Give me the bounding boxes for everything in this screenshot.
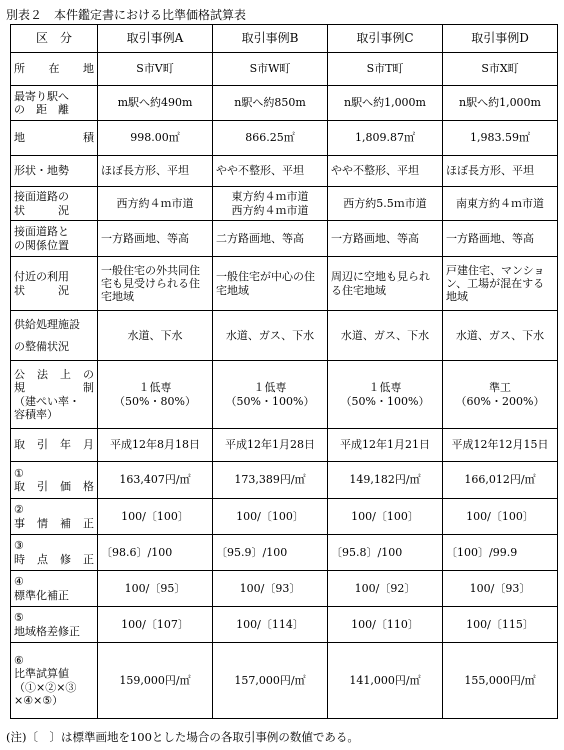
cell: 100/〔114〕 (213, 607, 328, 643)
row-label-line: 規 制 (14, 381, 94, 395)
row-label-line: 地域格差修正 (14, 624, 80, 638)
cell: ほぼ長方形、平坦 (443, 156, 558, 187)
row-label (11, 499, 98, 535)
header-col-b: 取引事例B (213, 25, 328, 53)
table-row (11, 462, 558, 499)
table-row (11, 311, 558, 361)
row-label-line: 形状・地勢 (14, 164, 69, 178)
table-row (11, 571, 558, 607)
cell: 159,000円/㎡ (98, 643, 213, 719)
cell: 998.00㎡ (98, 121, 213, 156)
header-col-c: 取引事例C (328, 25, 443, 53)
row-label (11, 156, 98, 187)
header-label: 区 分 (11, 25, 98, 53)
cell: 100/〔100〕 (328, 499, 443, 535)
cell: やや不整形、平坦 (213, 156, 328, 187)
table-row (11, 53, 558, 86)
row-label-line: 最寄り駅へ (14, 89, 69, 103)
row-label-line: （建ぺい率・ (14, 394, 80, 408)
cell: m駅へ約490m (98, 86, 213, 121)
cell: 〔95.8〕/100 (328, 535, 443, 571)
cell: 西方約5.5ｍ市道 (328, 187, 443, 221)
row-label-line: 状 況 (14, 203, 69, 217)
row-label-line: 地 積 (14, 131, 94, 145)
cell: 一方路画地、等高 (328, 221, 443, 257)
cell: 水道、ガス、下水 (443, 311, 558, 361)
cell: １低専 （50%・100%） (213, 361, 328, 429)
cell: 1,983.59㎡ (443, 121, 558, 156)
cell: 166,012円/㎡ (443, 462, 558, 499)
header-col-a: 取引事例A (98, 25, 213, 53)
row-label (11, 311, 98, 361)
table-row (11, 257, 558, 311)
cell: 100/〔100〕 (213, 499, 328, 535)
cell: 100/〔93〕 (443, 571, 558, 607)
cell: 149,182円/㎡ (328, 462, 443, 499)
table-row (11, 156, 558, 187)
row-label-line: 公 法 上 の (14, 368, 94, 382)
row-label (11, 257, 98, 311)
cell: 準工 （60%・200%） (443, 361, 558, 429)
cell: 866.25㎡ (213, 121, 328, 156)
cell: 1,809.87㎡ (328, 121, 443, 156)
table-caption: 別表２ 本件鑑定書における比準価格試算表 (6, 8, 247, 22)
row-label-line: 状 況 (14, 283, 69, 297)
row-label-line: ② (14, 503, 24, 517)
cell: 100/〔93〕 (213, 571, 328, 607)
table-row (11, 499, 558, 535)
cell: 一般住宅の外共同住宅も見受けられる住宅地域 (98, 257, 213, 311)
row-label-line: 所 在 地 (14, 62, 94, 76)
row-label (11, 361, 98, 429)
row-label-line: 取 引 価 格 (14, 480, 94, 493)
cell: 100/〔100〕 (98, 499, 213, 535)
table-note: (注)〔 〕は標準画地を100とした場合の各取引事例の数値である。 (6, 730, 359, 744)
cell: 一般住宅が中心の住宅地域 (213, 257, 328, 311)
cell: 戸建住宅、マンション、工場が混在する地域 (443, 257, 558, 311)
cell: 100/〔95〕 (98, 571, 213, 607)
cell: 水道、ガス、下水 (213, 311, 328, 361)
cell: 155,000円/㎡ (443, 643, 558, 719)
row-label-line: 事 情 補 正 (14, 516, 94, 530)
row-label-line: 容積率） (14, 407, 58, 421)
cell: １低専 （50%・80%） (98, 361, 213, 429)
cell: n駅へ約1,000m (443, 86, 558, 121)
row-label-line: 供給処理施設 (14, 318, 80, 332)
cell: 平成12年1月21日 (328, 429, 443, 462)
cell: 100/〔115〕 (443, 607, 558, 643)
row-label-line: ③ (14, 539, 24, 553)
cell: 141,000円/㎡ (328, 643, 443, 719)
cell: 157,000円/㎡ (213, 643, 328, 719)
cell: 173,389円/㎡ (213, 462, 328, 499)
cell: n駅へ約850m (213, 86, 328, 121)
cell: S市W町 (213, 53, 328, 86)
cell: 周辺に空地も見られる住宅地域 (328, 257, 443, 311)
table-row (11, 607, 558, 643)
row-label (11, 462, 98, 499)
row-label-line: 付近の利用 (14, 270, 69, 284)
cell: 〔98.6〕/100 (98, 535, 213, 571)
row-label-line: の 距 離 (14, 103, 69, 116)
row-label-line: の整備状況 (14, 339, 69, 353)
cell: ほぼ長方形、平坦 (98, 156, 213, 187)
cell: S市V町 (98, 53, 213, 86)
row-label-line: ④ (14, 575, 24, 589)
cell: 100/〔110〕 (328, 607, 443, 643)
row-label-line: 標準化補正 (14, 588, 69, 602)
row-label-line: 時 点 修 正 (14, 552, 94, 566)
row-label-line: の関係位置 (14, 238, 69, 252)
cell: n駅へ約1,000m (328, 86, 443, 121)
row-label (11, 53, 98, 86)
cell: 100/〔92〕 (328, 571, 443, 607)
table-row (11, 187, 558, 221)
cell: 163,407円/㎡ (98, 462, 213, 499)
table-row (11, 535, 558, 571)
cell: 二方路画地、等高 (213, 221, 328, 257)
row-label-line: 比準試算値 (14, 667, 69, 681)
row-label (11, 221, 98, 257)
row-label-line: 接面道路と (14, 225, 69, 239)
header-row (11, 25, 558, 53)
row-label (11, 121, 98, 156)
table-row (11, 221, 558, 257)
row-label-line: ⑥ (14, 654, 24, 668)
cell: 一方路画地、等高 (98, 221, 213, 257)
row-label-line: 取 引 年 月 (14, 438, 94, 452)
row-label (11, 86, 98, 121)
cell: 平成12年8月18日 (98, 429, 213, 462)
row-label (11, 187, 98, 221)
cell: 水道、下水 (98, 311, 213, 361)
cell: 平成12年1月28日 (213, 429, 328, 462)
cell: １低専 （50%・100%） (328, 361, 443, 429)
table-row (11, 361, 558, 429)
cell: 100/〔100〕 (443, 499, 558, 535)
cell: 西方約４ｍ市道 (98, 187, 213, 221)
cell: S市T町 (328, 53, 443, 86)
row-label (11, 643, 98, 719)
cell: 南東方約４ｍ市道 (443, 187, 558, 221)
cell: 東方約４ｍ市道 西方約４ｍ市道 (213, 187, 328, 221)
row-label-line: ⑤ (14, 611, 24, 625)
cell: S市X町 (443, 53, 558, 86)
row-label (11, 571, 98, 607)
cell: やや不整形、平坦 (328, 156, 443, 187)
cell: 〔100〕/99.9 (443, 535, 558, 571)
table-row (11, 86, 558, 121)
row-label-line: ×④×⑤） (14, 693, 64, 707)
cell: 100/〔107〕 (98, 607, 213, 643)
cell: 〔95.9〕/100 (213, 535, 328, 571)
table-row (11, 429, 558, 462)
table-row (11, 121, 558, 156)
comparison-table (10, 24, 558, 719)
cell: 一方路画地、等高 (443, 221, 558, 257)
row-label (11, 607, 98, 643)
header-col-d: 取引事例D (443, 25, 558, 53)
row-label (11, 429, 98, 462)
row-label-line: （①×②×③ (14, 680, 77, 694)
cell: 水道、ガス、下水 (328, 311, 443, 361)
table-row (11, 643, 558, 719)
row-label-line: ① (14, 466, 24, 480)
cell: 平成12年12月15日 (443, 429, 558, 462)
row-label (11, 535, 98, 571)
row-label-line: 接面道路の (14, 190, 69, 204)
